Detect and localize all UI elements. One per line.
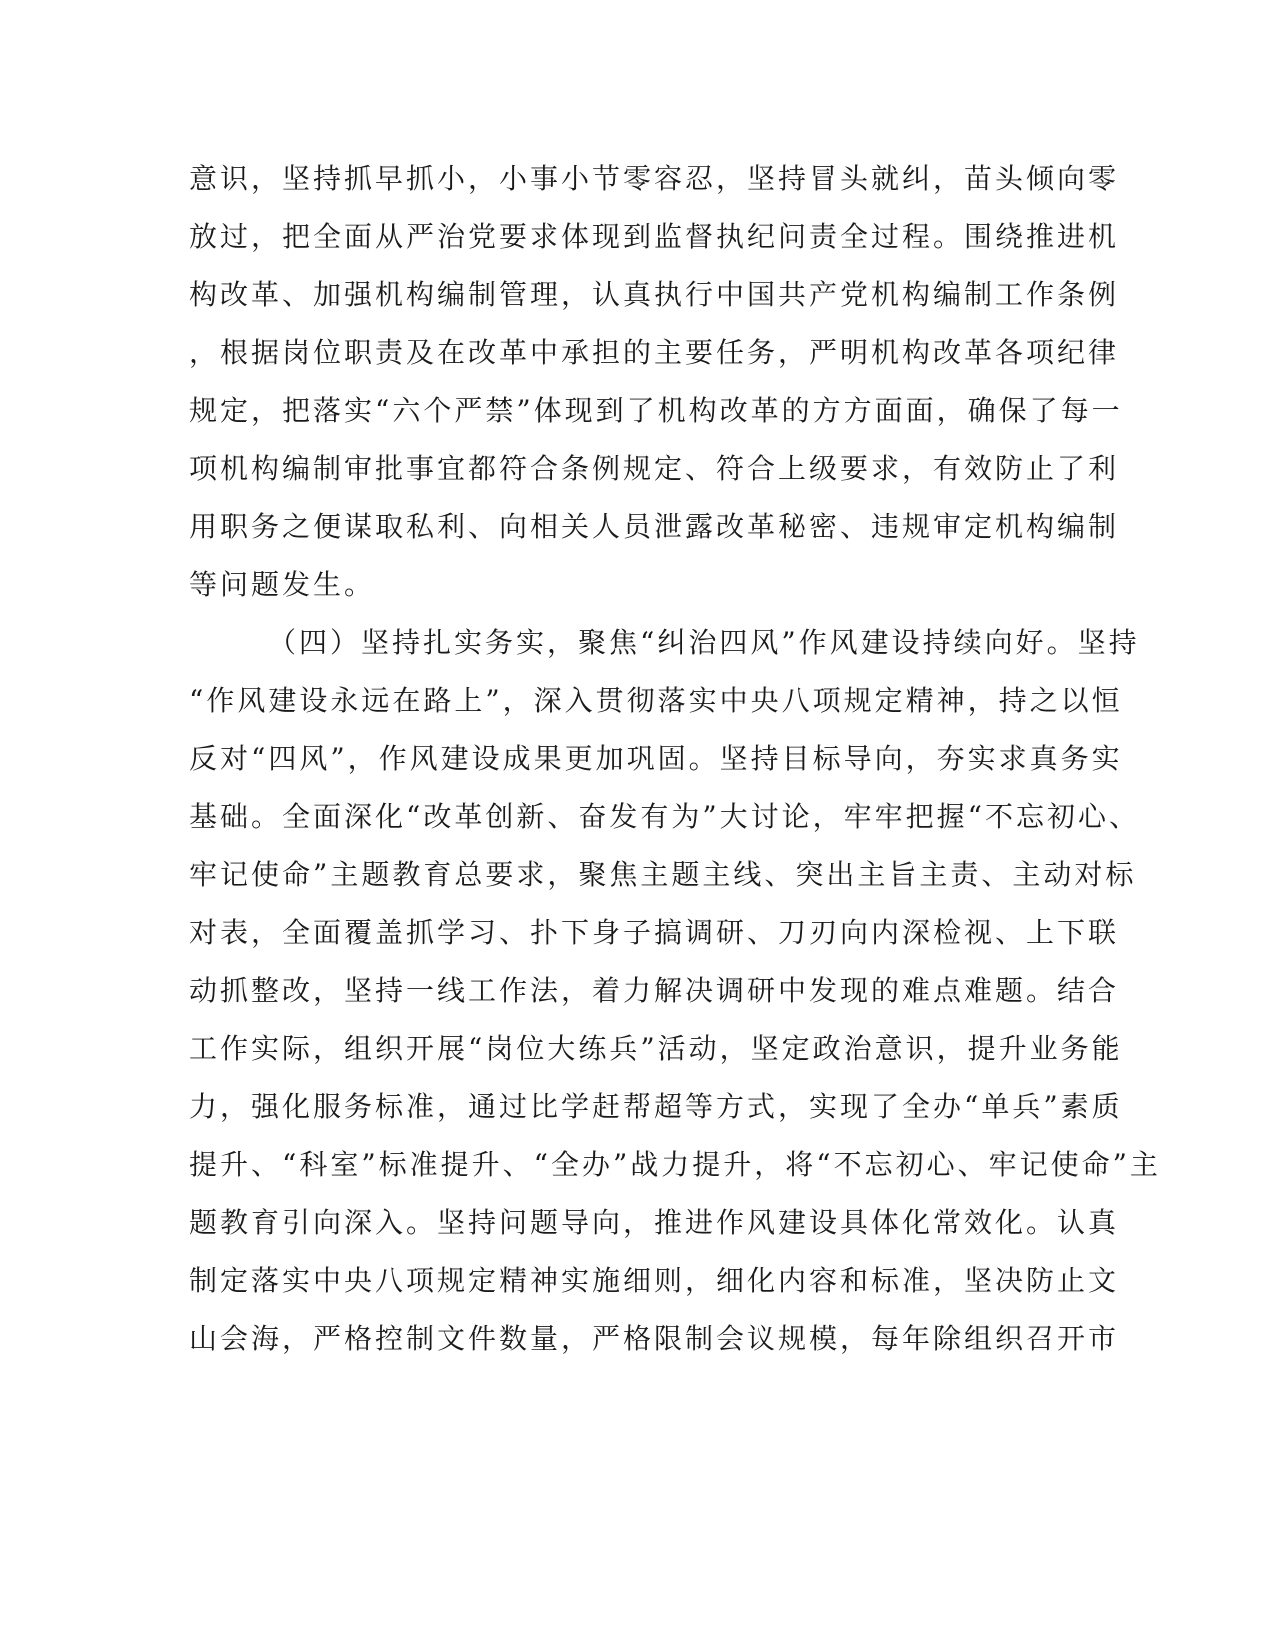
text-line: 工作实际，组织开展“岗位大练兵”活动，坚定政治意识，提升业务能 bbox=[189, 1032, 1123, 1065]
text-line: “作风建设永远在路上”，深入贯彻落实中央八项规定精神，持之以恒 bbox=[189, 684, 1123, 717]
text-line: 反对“四风”，作风建设成果更加巩固。坚持目标导向，夯实求真务实 bbox=[189, 742, 1123, 775]
text-line: ，根据岗位职责及在改革中承担的主要任务，严明机构改革各项纪律 bbox=[189, 336, 1120, 369]
text-line: 对表，全面覆盖抓学习、扑下身子搞调研、刀刃向内深检视、上下联 bbox=[189, 916, 1120, 949]
text-line: 动抓整改，坚持一线工作法，着力解决调研中发现的难点难题。结合 bbox=[189, 974, 1120, 1007]
text-line: 项机构编制审批事宜都符合条例规定、符合上级要求，有效防止了利 bbox=[189, 452, 1120, 485]
text-line: 构改革、加强机构编制管理，认真执行中国共产党机构编制工作条例 bbox=[189, 278, 1120, 311]
text-line: 基础。全面深化“改革创新、奋发有为”大讨论，牢牢把握“不忘初心、 bbox=[189, 800, 1140, 833]
text-line: 用职务之便谋取私利、向相关人员泄露改革秘密、违规审定机构编制 bbox=[189, 510, 1120, 543]
text-line: 规定，把落实“六个严禁”体现到了机构改革的方方面面，确保了每一 bbox=[189, 394, 1123, 427]
text-line: 力，强化服务标准，通过比学赶帮超等方式，实现了全办“单兵”素质 bbox=[189, 1090, 1123, 1123]
text-line: 放过，把全面从严治党要求体现到监督执纪问责全过程。围绕推进机 bbox=[189, 220, 1120, 253]
text-line: 等问题发生。 bbox=[189, 568, 376, 601]
text-line: 意识，坚持抓早抓小，小事小节零容忍，坚持冒头就纠，苗头倾向零 bbox=[189, 162, 1120, 195]
section-heading-line: （四）坚持扎实务实，聚焦“纠治四风”作风建设持续向好。坚持 bbox=[268, 626, 1140, 659]
text-line: 制定落实中央八项规定精神实施细则，细化内容和标准，坚决防止文 bbox=[189, 1264, 1120, 1297]
text-line: 山会海，严格控制文件数量，严格限制会议规模，每年除组织召开市 bbox=[189, 1322, 1120, 1355]
text-line: 牢记使命”主题教育总要求，聚焦主题主线、突出主旨主责、主动对标 bbox=[189, 858, 1137, 891]
text-line: 提升、“科室”标准提升、“全办”战力提升，将“不忘初心、牢记使命”主 bbox=[189, 1148, 1161, 1181]
text-line: 题教育引向深入。坚持问题导向，推进作风建设具体化常效化。认真 bbox=[189, 1206, 1120, 1239]
